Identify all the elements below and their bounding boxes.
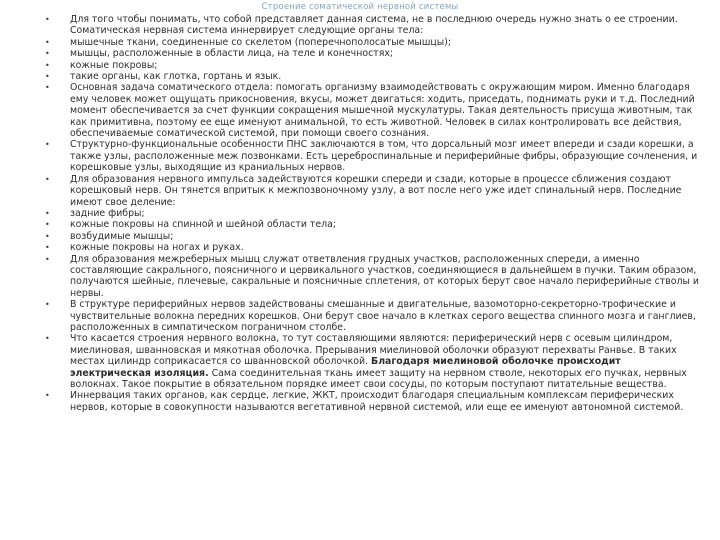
list-item: • кожные покровы; [70,60,700,71]
list-item: • Для образования межреберных мышц служат ответвления грудных участков, расположенных спереди, а именно составляющие сакрального, поясничного и цервикального участков, соединяющиеся в дальнейшем в пучки. Таким образом, получаются шейные, плечевые, сакральные и поясничные сплетения, от которых берут свое начало периферийные стволы и нервы. [70,254,700,300]
list-item: • мышцы, расположенные в области лица, на теле и конечностях; [70,48,700,59]
list-item: • кожные покровы на спинной и шейной области тела; [70,219,700,230]
list-item: • Иннервация таких органов, как сердце, легкие, ЖКТ, происходит благодаря специальным комплексам периферических нервов, которые в совокупности называются вегетативной нервной системой, или еще ее именуют автономной системой. [70,390,700,413]
item-text-bold: Благодаря миелиновой оболочке происходит электрическая изоляция. [70,356,621,379]
list-item [70,333,700,390]
item-text-before: Что касается строения нервного волокна, то тут составляющими являются: периферический нерв с осевым цилиндром, миелиновая, шванновская и мякотная оболочка. Прерывания миелиновой оболочки образуют перехваты Ранвье. В таких местах цилиндр соприкасается со шванновской оболочкой. [70,333,677,368]
list-item: • Структурно-функциональные особенности ПНС заключаются в том, что дорсальный мозг имеет впереди и сзади корешки, а также узлы, расположенные меж позвонками. Есть цереброспинальные и периферийные фибры, образующие сочленения, и корешковые узлы, выходящие из краниальных нервов. [70,139,700,173]
list-item: • мышечные ткани, соединенные со скелетом (поперечнополосатые мышцы); [70,37,700,48]
page-title: Строение соматической нервной системы [261,2,459,12]
list-item: • возбудимые мышцы; [70,231,700,242]
item-text-after: Сама соединительная ткань имеет защиту на нервном стволе, некоторых его пучках, нервных волокнах. Такое покрытие в обязательном порядке имеет свои сосуды, по которым поступают питательные вещества. [70,367,687,390]
bullet-list [70,14,700,413]
list-item: • Для того чтобы понимать, что собой представляет данная система, не в последнюю очередь нужно знать о ее строении. Соматическая нервная система иннервирует следующие органы тела: [70,14,700,37]
list-item: • Основная задача соматического отдела: помогать организму взаимодействовать с окружающим миром. Именно благодаря ему человек может ощущать прикосновения, вкусы, может двигаться: ходить, приседать, поднимать руки и т.д. Последний момент обеспечивается за счет функции сокращения мышечной мускулатуры. Такая деятельность присуща животным, так как примитивна, поэтому ее еще именуют анимальной, то есть животной. Человек в силах контролировать все действия, обеспечиваемые соматической системой, при помощи своего сознания. [70,82,700,139]
list-item: • В структуре периферийных нервов задействованы смешанные и двигательные, вазомоторно-секреторно-трофические и чувствительные волокна передних корешков. Они берут свое начало в клетках серого вещества спинного мозга и ганглиев, расположенных в симпатическом пограничном столбе. [70,299,700,333]
list-item: • задние фибры; [70,208,700,219]
list-item: • такие органы, как глотка, гортань и язык. [70,71,700,82]
list-item: • кожные покровы на ногах и руках. [70,242,700,253]
list-item: • Для образования нервного импульса задействуются корешки спереди и сзади, которые в процессе сближения создают корешковый нерв. Он тянется впритык к межпозвоночному узлу, а вот после него уже идет спинальный нерв. Последние имеют свое деление: [70,174,700,208]
